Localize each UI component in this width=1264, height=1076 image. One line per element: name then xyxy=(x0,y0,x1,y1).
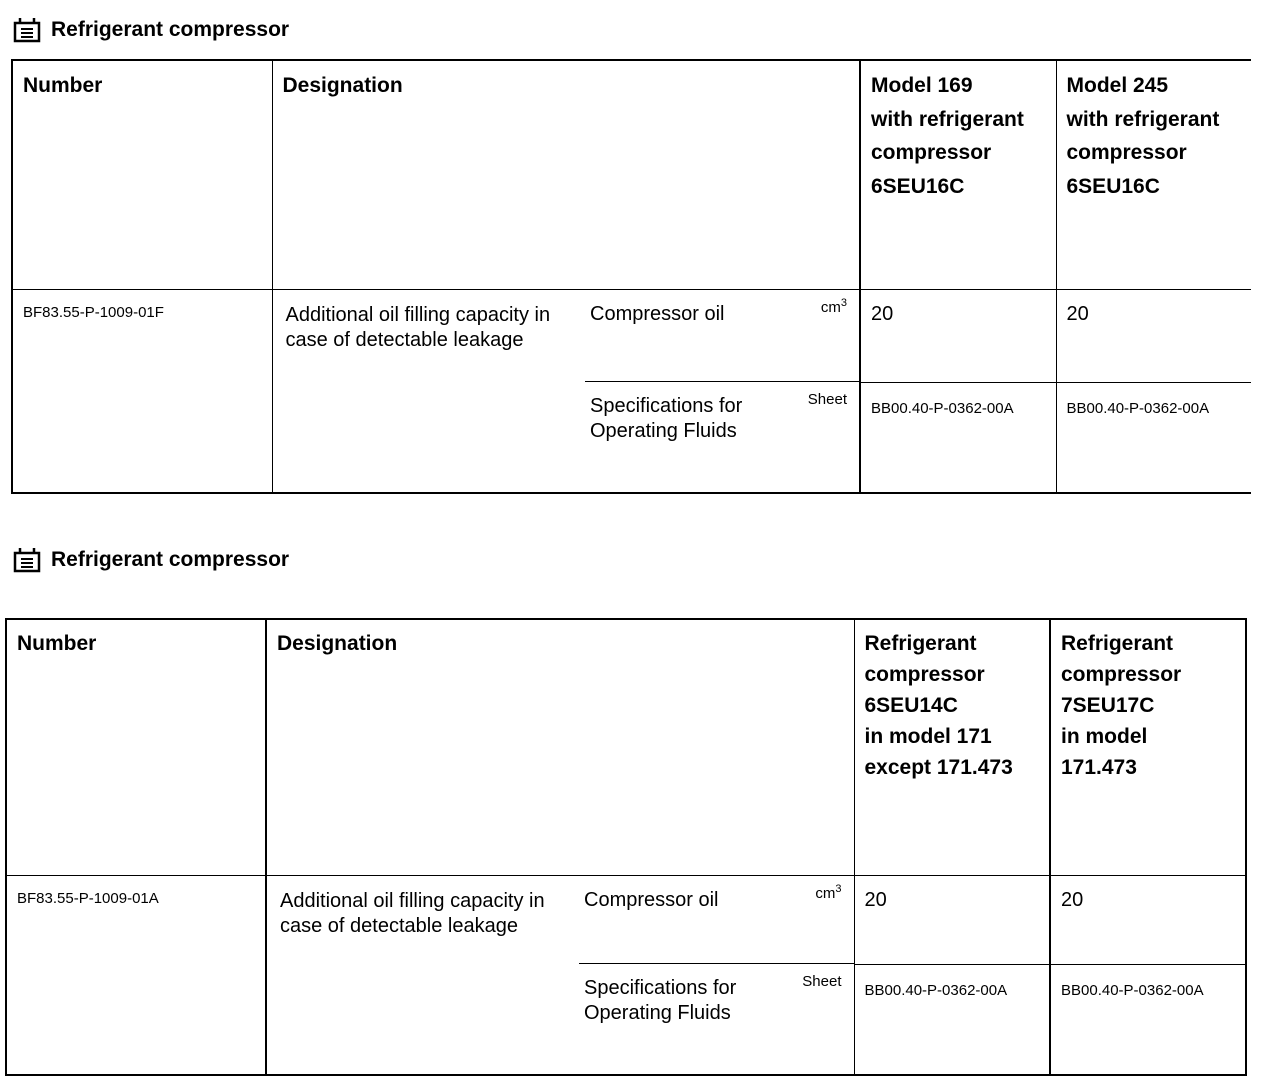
document-spec-icon xyxy=(13,547,43,573)
spec-label xyxy=(579,964,854,1069)
designation-text: Additional oil filling capacity in case of detectable leakage xyxy=(266,876,579,1075)
oil-value: 20 xyxy=(860,290,1056,383)
oil-unit-base: cm xyxy=(815,885,836,902)
header-number: Number xyxy=(12,60,272,290)
section-title: Refrigerant compressor xyxy=(51,18,290,41)
part-number: BF83.55-P-1009-01A xyxy=(17,890,159,907)
section-title: Refrigerant compressor xyxy=(51,548,290,571)
section-heading xyxy=(13,547,289,573)
header-model: Model 169 with refrigerant compressor 6SEU16C xyxy=(860,60,1056,290)
oil-label-text: Compressor oil xyxy=(590,303,725,325)
spec-label xyxy=(585,382,859,487)
spec-sheet-ref: BB00.40-P-0362-00A xyxy=(854,964,1050,1075)
spec-sheet-ref: BB00.40-P-0362-00A xyxy=(1050,964,1246,1075)
oil-unit xyxy=(815,885,841,903)
header-number: Number xyxy=(6,619,266,876)
compressor-oil-label xyxy=(579,876,854,964)
spec-label-text: Specifications for Operating Fluids xyxy=(590,395,743,442)
spec-unit: Sheet xyxy=(802,973,842,990)
compressor-oil-label xyxy=(585,290,859,382)
header-designation: Designation xyxy=(272,60,860,290)
spec-table xyxy=(5,618,1247,1076)
oil-label-text: Compressor oil xyxy=(584,889,719,911)
oil-unit-exponent: 3 xyxy=(840,297,847,309)
spec-label-text: Specifications for Operating Fluids xyxy=(584,977,737,1024)
spec-table xyxy=(11,59,1251,494)
spec-sheet-ref: BB00.40-P-0362-00A xyxy=(1056,382,1251,493)
oil-value: 20 xyxy=(1050,876,1246,965)
designation-text: Additional oil filling capacity in case of detectable leakage xyxy=(272,290,585,493)
oil-unit-exponent: 3 xyxy=(835,883,842,895)
header-model: Refrigerant compressor 7SEU17C in model 171.473 xyxy=(1050,619,1246,876)
table-row xyxy=(6,876,1246,965)
table-row xyxy=(12,290,1251,383)
section-heading xyxy=(13,17,289,43)
oil-unit-base: cm xyxy=(820,299,841,316)
part-number: BF83.55-P-1009-01F xyxy=(23,304,164,321)
spec-sheet-ref: BB00.40-P-0362-00A xyxy=(860,382,1056,493)
header-model: Model 245 with refrigerant compressor 6SEU16C xyxy=(1056,60,1251,290)
table-header-row xyxy=(12,60,1251,290)
header-model: Refrigerant compressor 6SEU14C in model 171 except 171.473 xyxy=(854,619,1050,876)
spec-unit: Sheet xyxy=(807,391,847,408)
oil-value: 20 xyxy=(1056,290,1251,383)
oil-value: 20 xyxy=(854,876,1050,965)
document-spec-icon xyxy=(13,17,43,43)
table-header-row xyxy=(6,619,1246,876)
oil-unit xyxy=(821,299,847,317)
header-designation: Designation xyxy=(266,619,854,876)
